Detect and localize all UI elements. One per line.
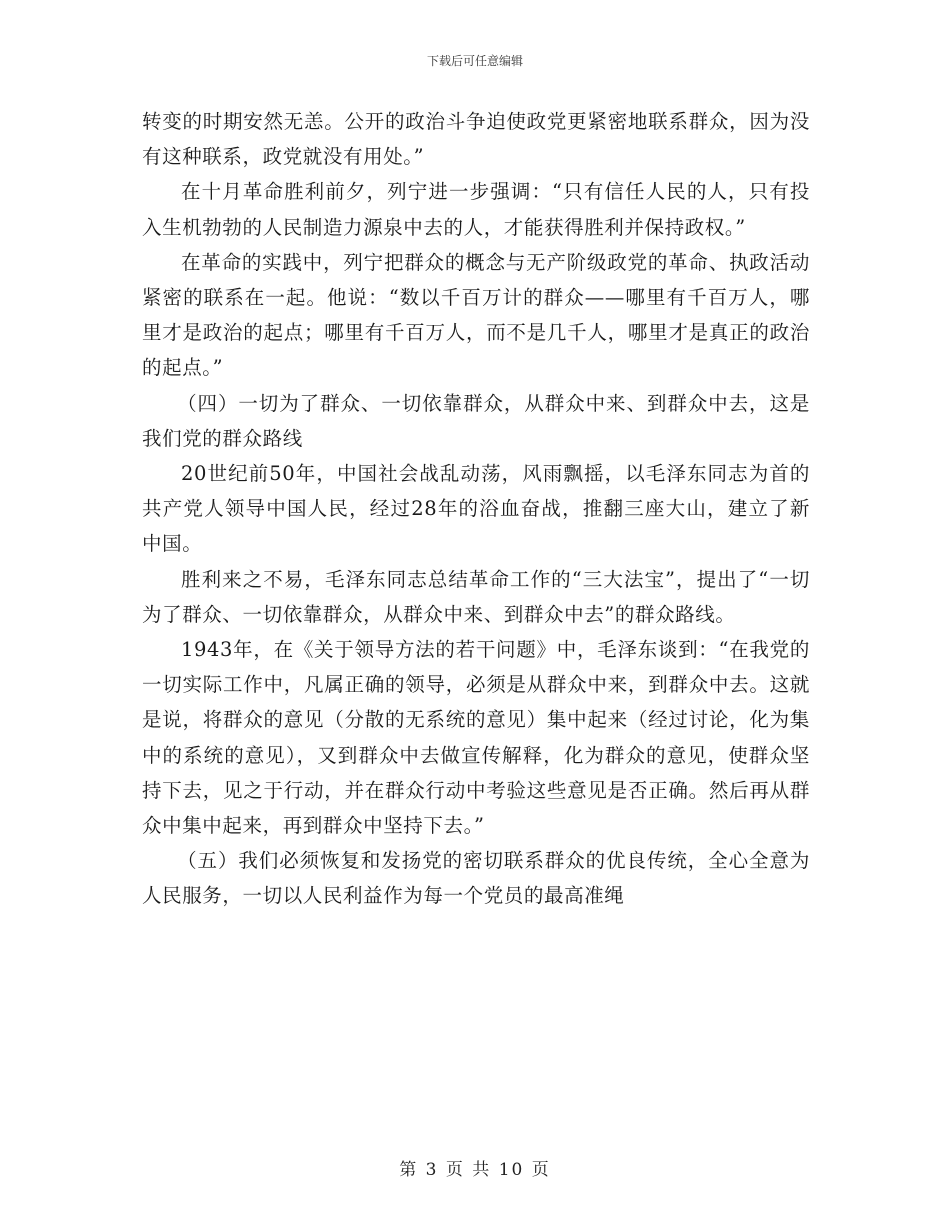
paragraph-2: 在十月革命胜利前夕，列宁进一步强调：“只有信任人民的人，只有投入生机勃勃的人民制造力源泉中去的人，才能获得胜利并保持政权。”: [142, 180, 810, 239]
paragraph-6: 胜利来之不易，毛泽东同志总结革命工作的“三大法宝”，提出了“一切为了群众、一切依靠群众，从群众中来、到群众中去”的群众路线。: [142, 567, 810, 626]
section-heading-5: （五）我们必须恢复和发扬党的密切联系群众的优良传统，全心全意为人民服务，一切以人民利益作为每一个党员的最高准绳: [142, 849, 810, 908]
page-number-footer: 第 3 页 共 10 页: [399, 1160, 551, 1180]
document-body: [142, 104, 810, 914]
paragraph-7: 1943年，在《关于领导方法的若干问题》中，毛泽东谈到：“在我党的一切实际工作中，凡属正确的领导，必须是从群众中来，到群众中去。这就是说，将群众的意见（分散的无系统的意见）集中起来（经过讨论，化为集中的系统的意见），又到群众中去做宣传解释，化为群众的意见，使群众坚持下去，见之于行动，并在群众行动中考验这些意见是否正确。然后再从群众中集中起来，再到群众中坚持下去。”: [142, 638, 810, 838]
paragraph-1: 转变的时期安然无恙。公开的政治斗争迫使政党更紧密地联系群众，因为没有这种联系，政党就没有用处。”: [142, 110, 810, 169]
section-heading-4: （四）一切为了群众、一切依靠群众，从群众中来、到群众中去，这是我们党的群众路线: [142, 391, 810, 450]
paragraph-3: 在革命的实践中，列宁把群众的概念与无产阶级政党的革命、执政活动紧密的联系在一起。他说：“数以千百万计的群众——哪里有千百万人，哪里才是政治的起点；哪里有千百万人，而不是几千人，哪里才是真正的政治的起点。”: [142, 250, 810, 380]
page-header: 下载后可任意编辑: [426, 54, 523, 68]
paragraph-5: 20世纪前50年，中国社会战乱动荡，风雨飘摇，以毛泽东同志为首的共产党人领导中国人民，经过28年的浴血奋战，推翻三座大山，建立了新中国。: [142, 462, 810, 556]
